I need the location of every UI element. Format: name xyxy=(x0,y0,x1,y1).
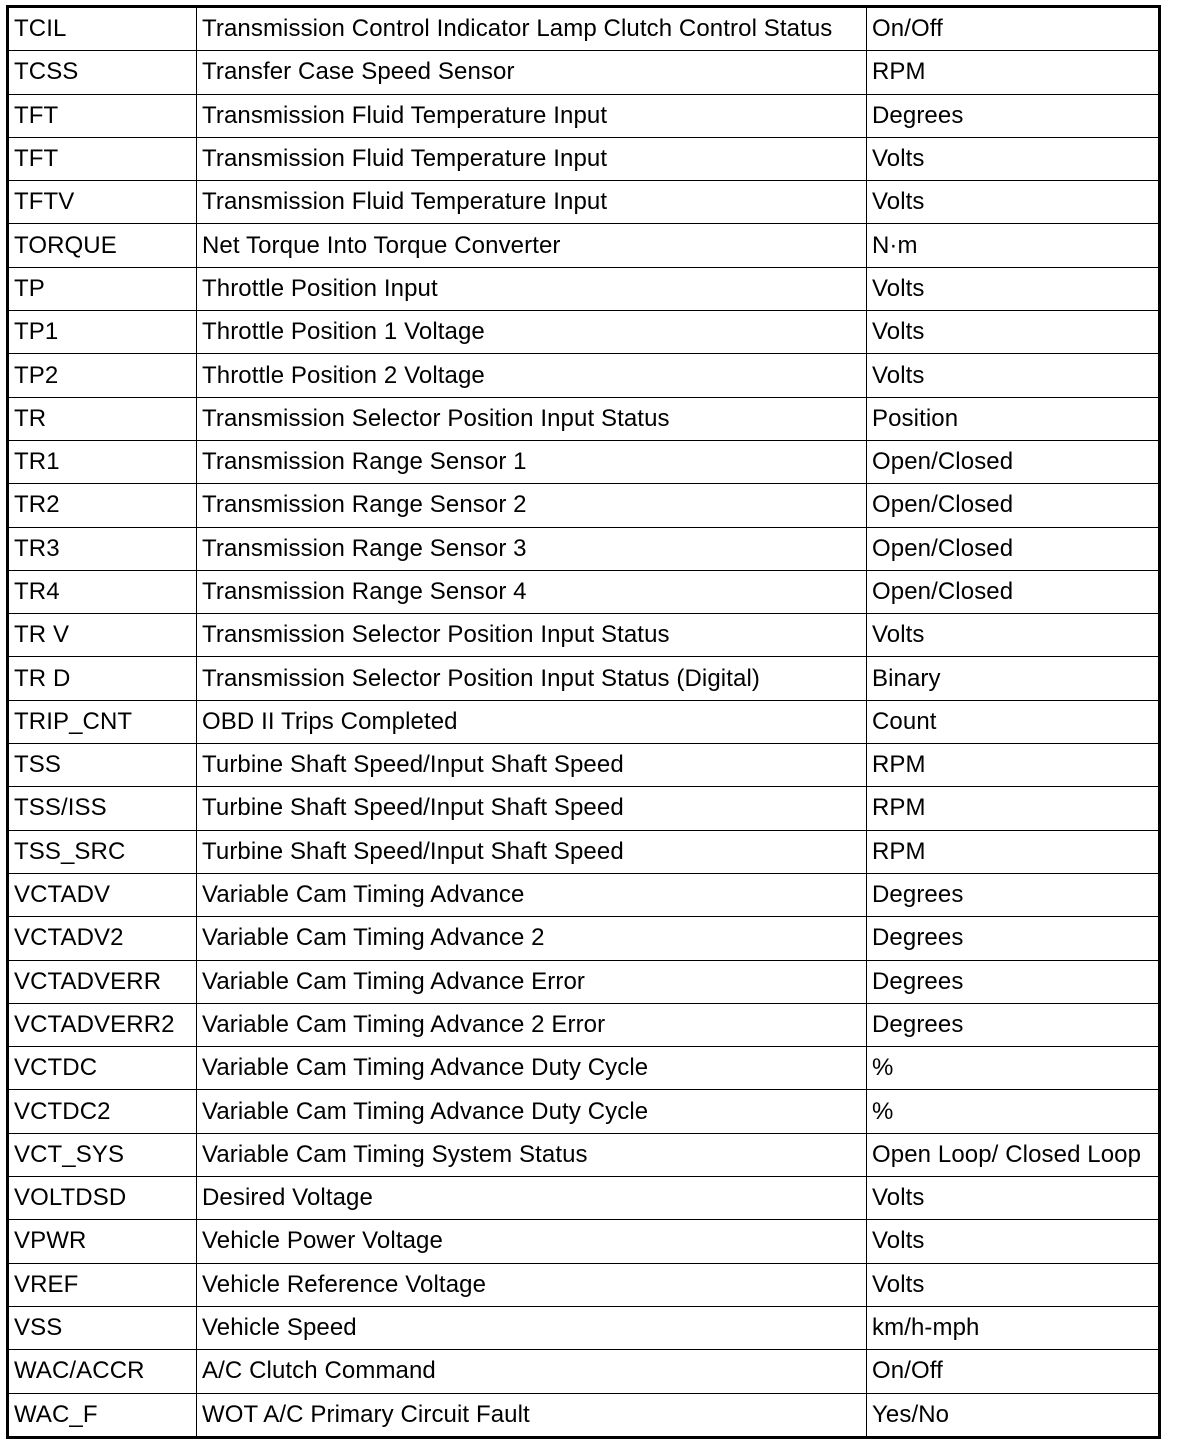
description-cell: Vehicle Reference Voltage xyxy=(197,1263,867,1306)
description-cell: Transmission Range Sensor 2 xyxy=(197,484,867,527)
description-cell: Throttle Position Input xyxy=(197,267,867,310)
pid-cell: VCTADVERR xyxy=(8,960,197,1003)
pid-cell: TSS xyxy=(8,744,197,787)
table-row xyxy=(8,787,1160,830)
table-row xyxy=(8,484,1160,527)
description-cell: Variable Cam Timing Advance Duty Cycle xyxy=(197,1090,867,1133)
pid-cell: TCSS xyxy=(8,51,197,94)
description-cell: Transmission Fluid Temperature Input xyxy=(197,94,867,137)
table-row xyxy=(8,830,1160,873)
table-row xyxy=(8,440,1160,483)
unit-cell: Volts xyxy=(867,137,1160,180)
unit-cell: km/h-mph xyxy=(867,1306,1160,1349)
unit-cell: Open/Closed xyxy=(867,527,1160,570)
pid-cell: TR V xyxy=(8,614,197,657)
unit-cell: RPM xyxy=(867,787,1160,830)
description-cell: Variable Cam Timing Advance Error xyxy=(197,960,867,1003)
unit-cell: On/Off xyxy=(867,1350,1160,1393)
pid-cell: TP xyxy=(8,267,197,310)
description-cell: Vehicle Power Voltage xyxy=(197,1220,867,1263)
unit-cell: % xyxy=(867,1047,1160,1090)
description-cell: Turbine Shaft Speed/Input Shaft Speed xyxy=(197,830,867,873)
table-row xyxy=(8,397,1160,440)
description-cell: Transmission Control Indicator Lamp Clutch Control Status xyxy=(197,7,867,51)
description-cell: Vehicle Speed xyxy=(197,1306,867,1349)
pid-cell: TSS/ISS xyxy=(8,787,197,830)
table-row xyxy=(8,137,1160,180)
pid-cell: TORQUE xyxy=(8,224,197,267)
unit-cell: % xyxy=(867,1090,1160,1133)
unit-cell: Open Loop/ Closed Loop xyxy=(867,1133,1160,1176)
pid-cell: VCTADVERR2 xyxy=(8,1003,197,1046)
description-cell: Transfer Case Speed Sensor xyxy=(197,51,867,94)
description-cell: Variable Cam Timing System Status xyxy=(197,1133,867,1176)
table-row xyxy=(8,527,1160,570)
unit-cell: RPM xyxy=(867,51,1160,94)
unit-cell: Binary xyxy=(867,657,1160,700)
description-cell: Throttle Position 1 Voltage xyxy=(197,311,867,354)
table-row xyxy=(8,700,1160,743)
description-cell: Transmission Range Sensor 4 xyxy=(197,570,867,613)
pid-cell: VCTDC xyxy=(8,1047,197,1090)
description-cell: Transmission Range Sensor 1 xyxy=(197,440,867,483)
pid-table-body xyxy=(8,7,1160,1438)
pid-cell: VCTDC2 xyxy=(8,1090,197,1133)
table-row xyxy=(8,1047,1160,1090)
pid-cell: TR xyxy=(8,397,197,440)
pid-cell: VPWR xyxy=(8,1220,197,1263)
pid-cell: VCT_SYS xyxy=(8,1133,197,1176)
description-cell: Turbine Shaft Speed/Input Shaft Speed xyxy=(197,744,867,787)
pid-cell: VOLTDSD xyxy=(8,1177,197,1220)
table-row xyxy=(8,744,1160,787)
description-cell: Transmission Selector Position Input Status (Digital) xyxy=(197,657,867,700)
unit-cell: Volts xyxy=(867,354,1160,397)
unit-cell: Count xyxy=(867,700,1160,743)
description-cell: Transmission Fluid Temperature Input xyxy=(197,181,867,224)
unit-cell: Open/Closed xyxy=(867,440,1160,483)
unit-cell: Volts xyxy=(867,267,1160,310)
pid-cell: WAC_F xyxy=(8,1393,197,1437)
pid-cell: VREF xyxy=(8,1263,197,1306)
description-cell: Transmission Selector Position Input Status xyxy=(197,614,867,657)
pid-cell: VSS xyxy=(8,1306,197,1349)
description-cell: WOT A/C Primary Circuit Fault xyxy=(197,1393,867,1437)
table-row xyxy=(8,1393,1160,1437)
unit-cell: Volts xyxy=(867,1220,1160,1263)
pid-cell: TFT xyxy=(8,137,197,180)
table-row xyxy=(8,311,1160,354)
table-row xyxy=(8,1263,1160,1306)
pid-cell: VCTADV2 xyxy=(8,917,197,960)
pid-cell: TR4 xyxy=(8,570,197,613)
table-row xyxy=(8,960,1160,1003)
table-row xyxy=(8,873,1160,916)
table-row xyxy=(8,1220,1160,1263)
pid-cell: TFT xyxy=(8,94,197,137)
unit-cell: Degrees xyxy=(867,873,1160,916)
pid-cell: TSS_SRC xyxy=(8,830,197,873)
table-row xyxy=(8,917,1160,960)
table-row xyxy=(8,354,1160,397)
pid-cell: TP2 xyxy=(8,354,197,397)
pid-cell: TFTV xyxy=(8,181,197,224)
pid-cell: TR2 xyxy=(8,484,197,527)
description-cell: Variable Cam Timing Advance 2 Error xyxy=(197,1003,867,1046)
unit-cell: Degrees xyxy=(867,917,1160,960)
unit-cell: Position xyxy=(867,397,1160,440)
description-cell: Variable Cam Timing Advance Duty Cycle xyxy=(197,1047,867,1090)
pid-cell: TR1 xyxy=(8,440,197,483)
description-cell: OBD II Trips Completed xyxy=(197,700,867,743)
unit-cell: Volts xyxy=(867,1177,1160,1220)
unit-cell: RPM xyxy=(867,830,1160,873)
description-cell: Variable Cam Timing Advance xyxy=(197,873,867,916)
pid-table xyxy=(6,5,1161,1439)
description-cell: Net Torque Into Torque Converter xyxy=(197,224,867,267)
table-row xyxy=(8,570,1160,613)
unit-cell: Open/Closed xyxy=(867,484,1160,527)
unit-cell: Degrees xyxy=(867,1003,1160,1046)
unit-cell: On/Off xyxy=(867,7,1160,51)
table-row xyxy=(8,1090,1160,1133)
unit-cell: Yes/No xyxy=(867,1393,1160,1437)
table-row xyxy=(8,657,1160,700)
pid-cell: TP1 xyxy=(8,311,197,354)
unit-cell: Volts xyxy=(867,181,1160,224)
table-row xyxy=(8,1133,1160,1176)
pid-cell: TRIP_CNT xyxy=(8,700,197,743)
unit-cell: Volts xyxy=(867,1263,1160,1306)
pid-cell: WAC/ACCR xyxy=(8,1350,197,1393)
table-row xyxy=(8,224,1160,267)
pid-cell: VCTADV xyxy=(8,873,197,916)
table-row xyxy=(8,1350,1160,1393)
unit-cell: RPM xyxy=(867,744,1160,787)
table-row xyxy=(8,51,1160,94)
unit-cell: Degrees xyxy=(867,960,1160,1003)
unit-cell: Degrees xyxy=(867,94,1160,137)
pid-cell: TR D xyxy=(8,657,197,700)
table-row xyxy=(8,181,1160,224)
table-row xyxy=(8,1306,1160,1349)
unit-cell: Volts xyxy=(867,614,1160,657)
unit-cell: N·m xyxy=(867,224,1160,267)
table-row xyxy=(8,614,1160,657)
description-cell: Turbine Shaft Speed/Input Shaft Speed xyxy=(197,787,867,830)
description-cell: Transmission Selector Position Input Status xyxy=(197,397,867,440)
unit-cell: Volts xyxy=(867,311,1160,354)
table-row xyxy=(8,7,1160,51)
unit-cell: Open/Closed xyxy=(867,570,1160,613)
table-row xyxy=(8,1003,1160,1046)
description-cell: Desired Voltage xyxy=(197,1177,867,1220)
description-cell: Variable Cam Timing Advance 2 xyxy=(197,917,867,960)
description-cell: Transmission Fluid Temperature Input xyxy=(197,137,867,180)
description-cell: Throttle Position 2 Voltage xyxy=(197,354,867,397)
description-cell: Transmission Range Sensor 3 xyxy=(197,527,867,570)
pid-cell: TR3 xyxy=(8,527,197,570)
pid-cell: TCIL xyxy=(8,7,197,51)
table-row xyxy=(8,94,1160,137)
description-cell: A/C Clutch Command xyxy=(197,1350,867,1393)
table-row xyxy=(8,1177,1160,1220)
table-row xyxy=(8,267,1160,310)
